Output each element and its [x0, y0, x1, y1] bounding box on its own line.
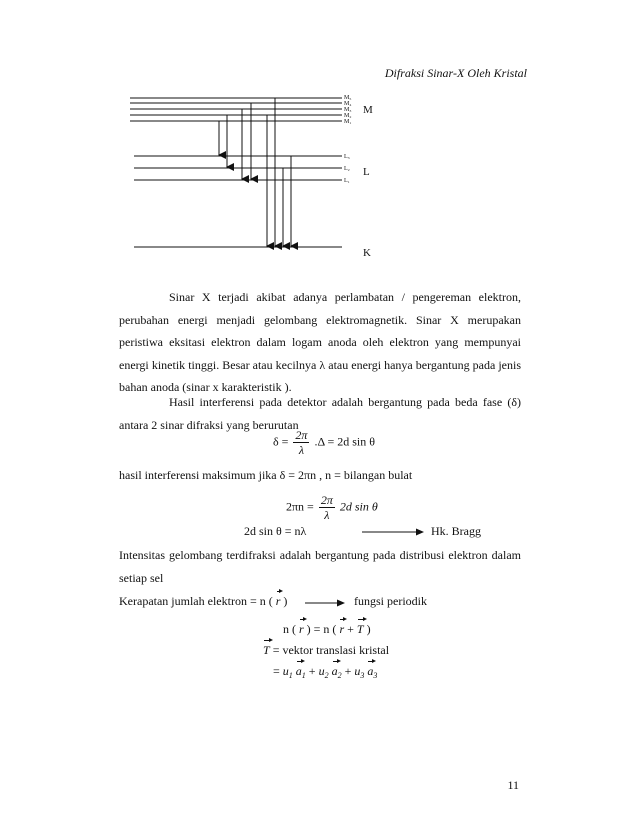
periodic-relation	[283, 622, 371, 637]
eq1-numerator: 2π	[295, 428, 308, 442]
sum-plus-2: +	[344, 664, 352, 678]
periodic-t: T	[356, 622, 364, 636]
bragg-arrow-icon	[362, 527, 424, 537]
m5-label: M₅	[344, 95, 352, 101]
shell-k-label: K	[363, 247, 371, 258]
sum-a1-index: 1	[301, 671, 306, 680]
periodic-a: n (	[283, 622, 296, 636]
m4-label: M₄	[344, 101, 352, 107]
max-interference-condition: hasil interferensi maksimum jika δ = 2πn , n = bilangan bulat	[119, 468, 413, 482]
sum-u2: u	[318, 664, 325, 678]
l2-label: L₂	[344, 166, 350, 172]
eq2-lhs: 2πn =	[286, 499, 314, 514]
electron-density-line	[119, 594, 287, 609]
eq2-numerator: 2π	[320, 493, 333, 507]
equation-phase-difference	[273, 428, 375, 457]
density-close: )	[283, 594, 288, 608]
periodic-arrow-icon	[305, 598, 345, 608]
periodic-b: ) = n (	[306, 622, 337, 636]
eq1-fraction	[293, 428, 309, 457]
l3-label: L₃	[344, 154, 350, 160]
shell-l-label: L	[363, 166, 370, 178]
m1-label: M₁	[344, 119, 352, 125]
shell-m-label: M	[363, 104, 373, 116]
paragraph-interference: Hasil interferensi pada detektor adalah bergantung pada beda fase (δ) antara 2 sinar difraksi yang berurutan	[119, 395, 521, 432]
periodic-r: r	[299, 622, 304, 636]
sum-a2: a	[331, 664, 338, 678]
eq1-rhs: .Δ = 2d sin θ	[314, 434, 376, 449]
sum-u3: u	[354, 664, 361, 678]
energy-level-diagram	[120, 88, 380, 258]
position-vector-r: r	[275, 594, 281, 608]
sum-u3-index: 3	[360, 671, 365, 680]
sum-u1: u	[282, 664, 289, 678]
periodic-r2: r	[339, 622, 345, 636]
bragg-law-label: Hk. Bragg	[431, 524, 481, 538]
translation-vector-sum	[273, 664, 377, 680]
m3-label: M₃	[344, 107, 352, 113]
sum-a3-index: 3	[373, 671, 378, 680]
m2-label: M₂	[344, 113, 352, 119]
translation-text: = vektor translasi kristal	[272, 643, 390, 657]
density-lhs: Kerapatan jumlah elektron = n (	[119, 594, 273, 608]
eq1-lhs: δ =	[273, 434, 289, 449]
running-title: Difraksi Sinar-X Oleh Kristal	[384, 66, 527, 80]
periodic-c: )	[366, 622, 371, 636]
sum-a1: a	[295, 664, 302, 678]
bragg-equation: 2d sin θ = nλ	[244, 524, 307, 538]
periodic-function-label: fungsi periodik	[354, 594, 427, 608]
paragraph-intensity: Intensitas gelombang terdifraksi adalah bergantung pada distribusi elektron dalam setiap sel	[119, 548, 521, 585]
sum-plus-1: +	[308, 664, 316, 678]
equation-max-interference	[286, 493, 378, 522]
translation-vector-definition	[263, 643, 389, 658]
sum-equals: =	[273, 664, 280, 678]
periodic-plus: +	[347, 622, 354, 636]
sum-a3: a	[367, 664, 374, 678]
sum-a2-index: 2	[337, 671, 342, 680]
sum-u2-index: 2	[324, 671, 329, 680]
eq2-rhs: 2d sin θ	[339, 499, 378, 514]
eq2-denominator: λ	[324, 508, 330, 522]
translation-t: T	[263, 643, 270, 657]
paragraph-xray-origin: Sinar X terjadi akibat adanya perlambatan / pengereman elektron, perubahan energi menjadi gelombang elektromagnetik. Sinar X merupakan peristiwa eksitasi elektron dalam logam anoda oleh elektron yang mempunyai energi kinetik tinggi. Besar atau kecilnya λ atau energi hanya bergantung pada jenis bahan anoda (sinar x karakteristik ).	[119, 290, 521, 394]
eq1-denominator: λ	[298, 443, 305, 457]
l1-label: L₁	[344, 178, 350, 184]
eq2-fraction	[319, 493, 335, 522]
sum-u1-index: 1	[288, 671, 293, 680]
page-number: 11	[507, 778, 519, 792]
